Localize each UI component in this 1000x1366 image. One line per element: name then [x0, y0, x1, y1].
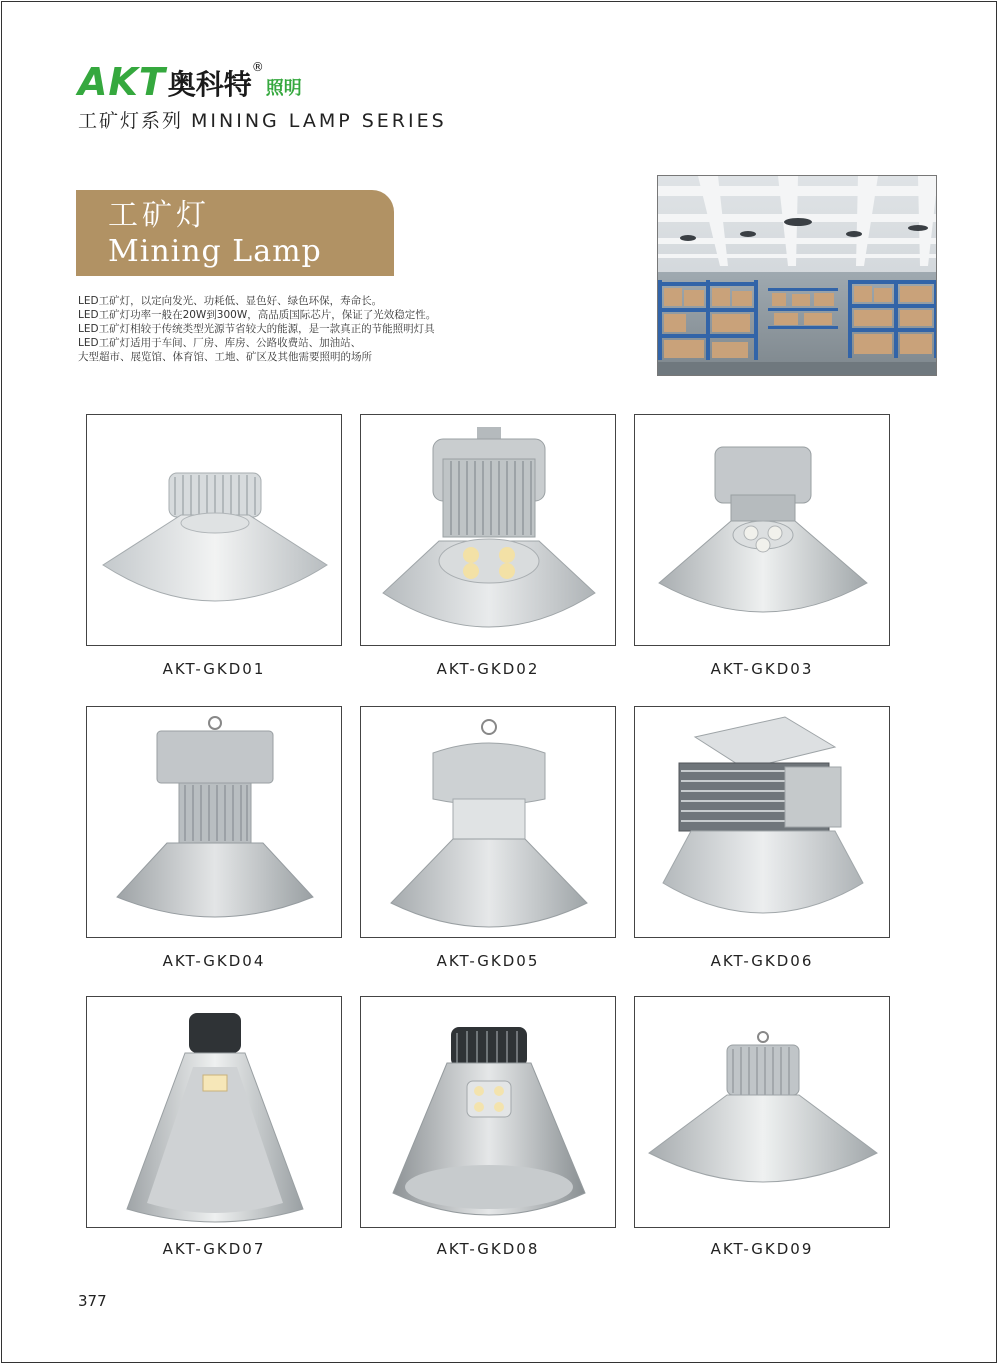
lamp-illustration-icon: [103, 473, 327, 601]
banner-english: Mining Lamp: [108, 234, 322, 269]
lamp-illustration-icon: [393, 1027, 585, 1215]
product-model-label: AKT-GKD04: [162, 952, 266, 970]
lamp-illustration-icon: [127, 1013, 303, 1222]
page-number: 377: [78, 1292, 107, 1310]
brand-logo: [78, 58, 302, 102]
product-card[interactable]: [634, 996, 890, 1228]
product-card[interactable]: [86, 706, 342, 938]
lamp-illustration-icon: [649, 1032, 877, 1182]
product-card[interactable]: [86, 996, 342, 1228]
product-model-label: AKT-GKD05: [436, 952, 540, 970]
product-model-label: AKT-GKD09: [710, 1240, 814, 1258]
section-banner: [76, 190, 394, 276]
product-model-label: AKT-GKD01: [162, 660, 266, 678]
product-model-label: AKT-GKD07: [162, 1240, 266, 1258]
logo-latin: AKT: [78, 60, 166, 104]
product-card[interactable]: [634, 706, 890, 938]
product-model-label: AKT-GKD08: [436, 1240, 540, 1258]
logo-sub: 照明: [265, 78, 302, 99]
description-line: LED工矿灯相较于传统类型光源节省较大的能源，是一款真正的节能照明灯具: [78, 323, 435, 335]
lamp-illustration-icon: [663, 717, 863, 913]
description-line: LED工矿灯，以定向发光、功耗低、显色好、绿色环保，寿命长。: [78, 295, 383, 307]
series-title: [78, 106, 447, 133]
product-model-label: AKT-GKD02: [436, 660, 540, 678]
lamp-illustration-icon: [383, 427, 595, 627]
product-model-label: AKT-GKD03: [710, 660, 814, 678]
lamp-illustration-icon: [117, 717, 313, 917]
lamp-illustration-icon: [659, 447, 867, 612]
description-line: LED工矿灯适用于车间、厂房、库房、公路收费站、加油站、: [78, 337, 362, 349]
lamp-illustration-icon: [391, 720, 587, 927]
product-card[interactable]: [86, 414, 342, 646]
series-chinese: 工矿灯系列: [78, 110, 184, 132]
banner-chinese: 工矿灯: [108, 198, 210, 233]
registered-mark: ®: [251, 60, 264, 74]
product-card[interactable]: [360, 414, 616, 646]
series-english: MINING LAMP SERIES: [191, 110, 447, 132]
description: [78, 294, 618, 364]
product-card[interactable]: [360, 996, 616, 1228]
logo-chinese: 奥科特: [167, 68, 252, 101]
product-card[interactable]: [360, 706, 616, 938]
description-line: 大型超市、展览馆、体育馆、工地、矿区及其他需要照明的场所: [78, 351, 372, 363]
product-card[interactable]: [634, 414, 890, 646]
description-line: LED工矿灯功率一般在20W到300W，高品质国际芯片，保证了光效稳定性。: [78, 309, 437, 321]
warehouse-photo: [657, 175, 937, 376]
product-model-label: AKT-GKD06: [710, 952, 814, 970]
